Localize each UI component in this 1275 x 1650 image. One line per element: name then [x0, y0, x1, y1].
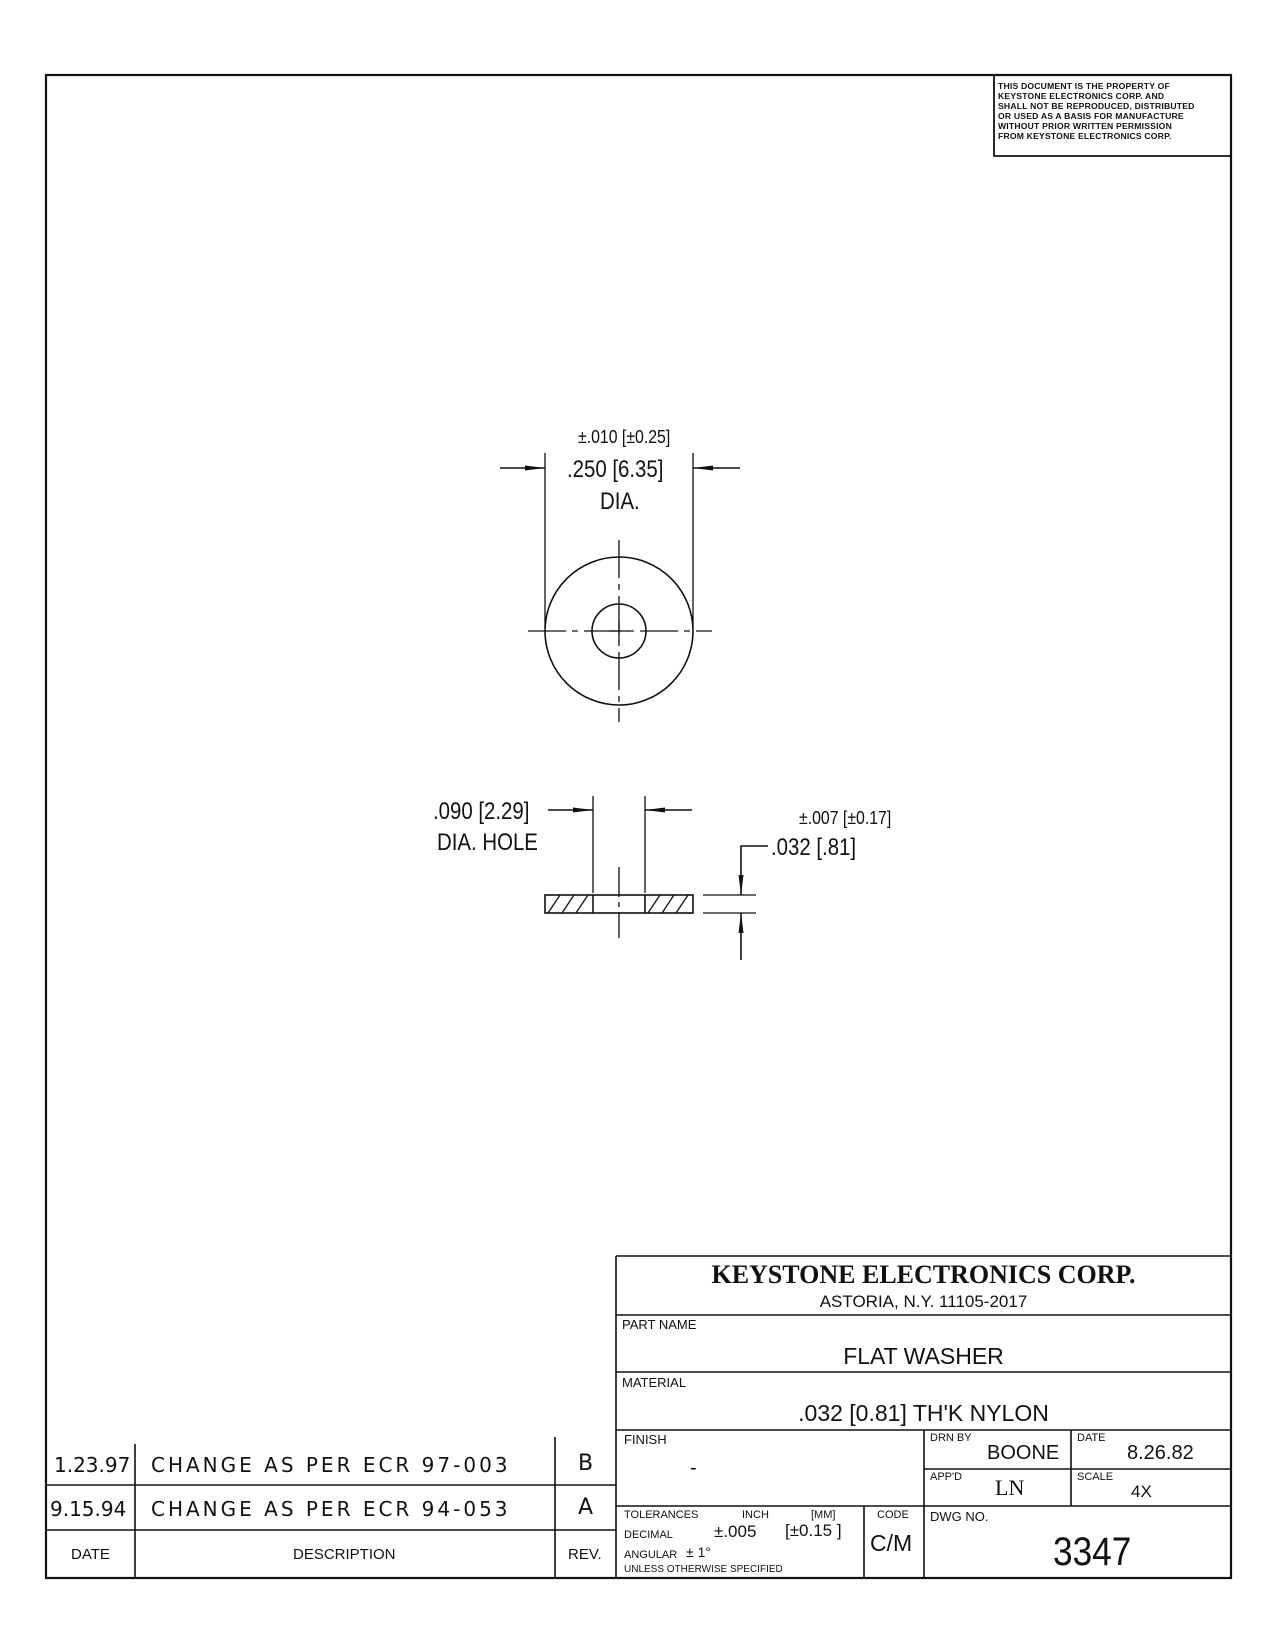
- notice-line: WITHOUT PRIOR WRITTEN PERMISSION: [998, 121, 1172, 131]
- thk-dimension: .032 [.81]: [771, 834, 857, 861]
- thk-tolerance: ±.007 [±0.17]: [799, 808, 892, 828]
- rev-header-rev: REV.: [568, 1546, 602, 1563]
- finish-label: FINISH: [624, 1432, 667, 1447]
- od-dimension: .250 [6.35]: [567, 456, 664, 483]
- tolerances-label: TOLERANCES: [624, 1509, 699, 1521]
- hole-dimension: .090 [2.29]: [433, 798, 530, 825]
- notice-line: SHALL NOT BE REPRODUCED, DISTRIBUTED: [998, 101, 1195, 111]
- od-tolerance: ±.010 [±0.25]: [578, 427, 671, 447]
- company-address: ASTORIA, N.Y. 11105-2017: [819, 1292, 1028, 1311]
- rev-letter: B: [578, 1451, 594, 1476]
- approved-label: APP'D: [930, 1471, 963, 1483]
- rev-date: 1.23.97: [54, 1453, 131, 1477]
- mm-label: [MM]: [811, 1509, 836, 1521]
- section-hatching: [548, 895, 688, 913]
- drawn-by-value: BOONE: [987, 1442, 1060, 1464]
- part-name-value: FLAT WASHER: [843, 1343, 1004, 1369]
- angular-tolerance: ± 1°: [686, 1544, 711, 1560]
- date-value: 8.26.82: [1127, 1442, 1194, 1464]
- rev-letter: A: [578, 1495, 594, 1520]
- approved-value: LN: [995, 1475, 1025, 1500]
- decimal-tolerance-mm: [±0.15 ]: [785, 1521, 842, 1540]
- drawn-by-label: DRN BY: [930, 1432, 972, 1444]
- inch-label: INCH: [742, 1509, 769, 1521]
- date-label: DATE: [1077, 1432, 1106, 1444]
- thk-arrow-top: [741, 846, 768, 895]
- dwg-no-label: DWG NO.: [930, 1509, 989, 1524]
- decimal-tolerance: ±.005: [714, 1522, 757, 1541]
- part-name-label: PART NAME: [622, 1317, 697, 1332]
- material-value: .032 [0.81] TH'K NYLON: [798, 1400, 1049, 1426]
- material-label: MATERIAL: [622, 1375, 687, 1390]
- od-dia-label: DIA.: [600, 488, 640, 515]
- decimal-label: DECIMAL: [624, 1529, 673, 1541]
- code-label: CODE: [877, 1509, 909, 1521]
- angular-label: ANGULAR: [624, 1549, 678, 1561]
- rev-header-date: DATE: [71, 1546, 110, 1563]
- rev-description: CHANGE AS PER ECR 97-003: [151, 1453, 511, 1477]
- company-name: KEYSTONE ELECTRONICS CORP.: [711, 1260, 1136, 1289]
- hole-dia-label: DIA. HOLE: [437, 829, 538, 856]
- rev-header-description: DESCRIPTION: [293, 1546, 396, 1563]
- unless-specified-label: UNLESS OTHERWISE SPECIFIED: [624, 1564, 783, 1575]
- scale-label: SCALE: [1077, 1471, 1114, 1483]
- notice-line: THIS DOCUMENT IS THE PROPERTY OF: [998, 81, 1170, 91]
- code-value: C/M: [870, 1530, 913, 1556]
- notice-line: OR USED AS A BASIS FOR MANUFACTURE: [998, 111, 1184, 121]
- property-notice: [998, 81, 1195, 141]
- rev-date: 9.15.94: [50, 1497, 127, 1521]
- notice-line: FROM KEYSTONE ELECTRONICS CORP.: [998, 131, 1172, 141]
- dwg-no-value: 3347: [1053, 1530, 1132, 1574]
- notice-line: KEYSTONE ELECTRONICS CORP. AND: [998, 91, 1165, 101]
- rev-description: CHANGE AS PER ECR 94-053: [151, 1497, 511, 1521]
- scale-value: 4X: [1131, 1482, 1152, 1501]
- finish-value: -: [690, 1457, 697, 1479]
